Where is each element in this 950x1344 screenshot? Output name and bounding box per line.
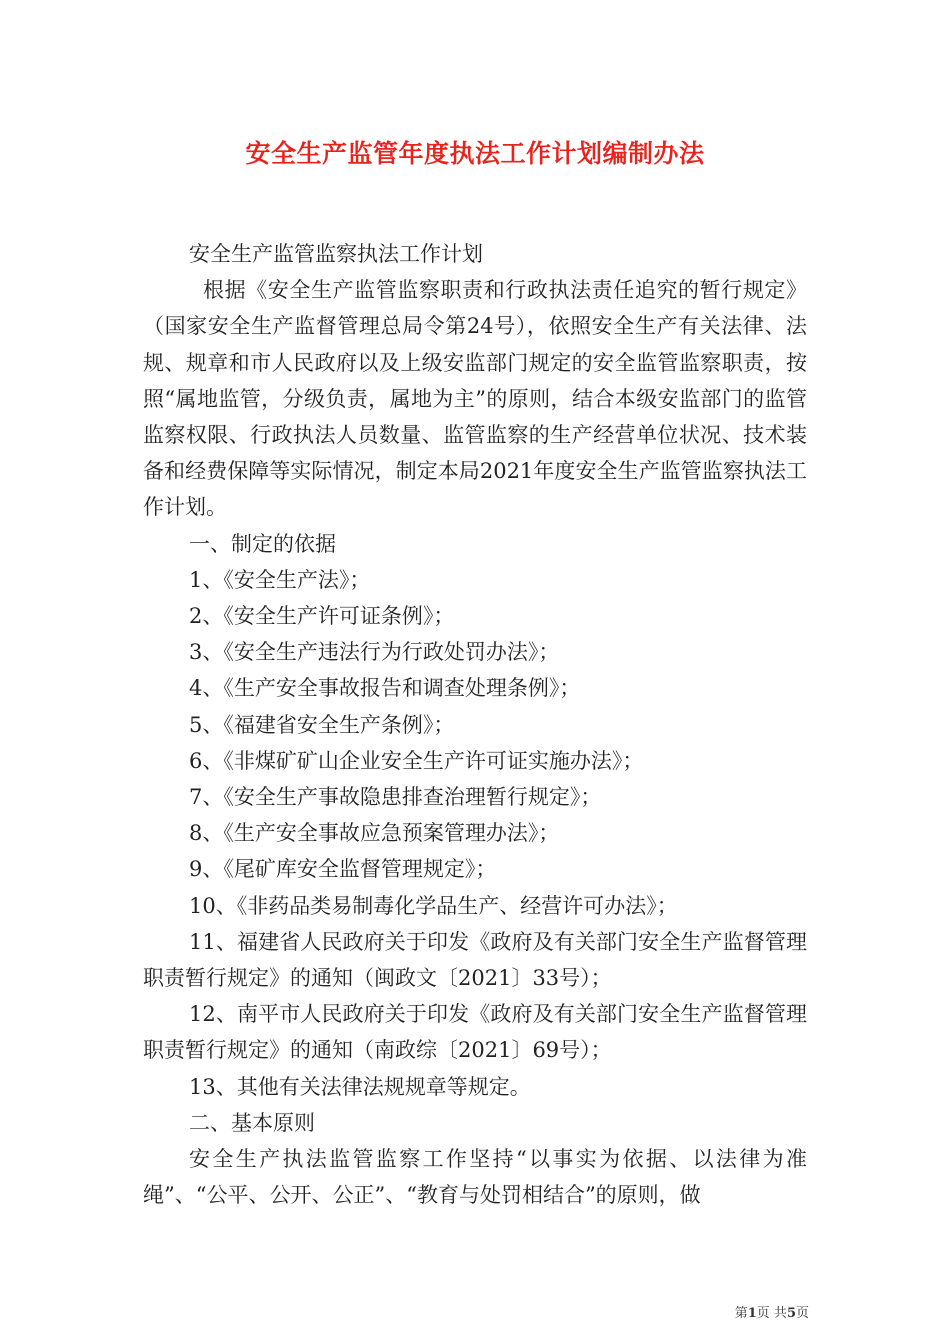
list-item: 3、《安全生产违法行为行政处罚办法》； <box>189 640 560 665</box>
paragraph: 根据《安全生产监管监察职责和行政执法责任追究的暂行规定》（国家安全生产监督管理总局令第24号），依照安全生产有关法律、法规、规章和市人民政府以及上级安监部门规定的安全监管监察职责，按照“属地监管，分级负责，属地为主”的原则，结合本级安监部门的监管监察权限、行政执法人员数量、监管监察的生产经营单位状况、技术装备和经费保障等实际情况，制定本局2021年度安全生产监管监察执法工作计划。 <box>143 278 807 520</box>
list-item: 5、《福建省安全生产条例》； <box>189 712 455 737</box>
page-middle: 页 共 <box>756 1306 787 1321</box>
page-suffix: 页 <box>795 1306 809 1321</box>
section-heading: 二、基本原则 <box>189 1110 315 1135</box>
list-item: 13、其他有关法律法规规章等规定。 <box>189 1074 531 1099</box>
list-item: 10、《非药品类易制毒化学品生产、经营许可办法》； <box>189 893 678 918</box>
paragraph: 安全生产执法监管监察工作坚持“以事实为依据、以法律为准绳”、“公平、公开、公正”、“教育与处罚相结合”的原则，做 <box>143 1147 807 1208</box>
list-item: 11、福建省人民政府关于印发《政府及有关部门安全生产监督管理职责暂行规定》的通知（闽政文〔2021〕33号）； <box>143 929 807 991</box>
list-item: 1、《安全生产法》； <box>189 567 371 592</box>
list-item: 12、南平市人民政府关于印发《政府及有关部门安全生产监督管理职责暂行规定》的通知（南政综〔2021〕69号）； <box>143 1002 807 1063</box>
list-item: 2、《安全生产许可证条例》； <box>189 604 455 629</box>
page-prefix: 第 <box>734 1306 748 1321</box>
list-item: 6、《非煤矿矿山企业安全生产许可证实施办法》； <box>189 748 644 773</box>
page-total: 5 <box>786 1306 796 1321</box>
page-current: 1 <box>747 1306 757 1321</box>
list-item: 8、《生产安全事故应急预案管理办法》； <box>189 821 560 846</box>
paragraph: 安全生产监管监察执法工作计划 <box>189 242 483 266</box>
list-item: 7、《安全生产事故隐患排查治理暂行规定》； <box>189 785 602 810</box>
page-number <box>735 1302 809 1321</box>
document-body <box>143 236 807 1213</box>
list-item: 9、《尾矿库安全监督管理规定》； <box>189 857 497 882</box>
document-title: 安全生产监管年度执法工作计划编制办法 <box>245 139 705 168</box>
list-item: 4、《生产安全事故报告和调查处理条例》； <box>189 676 581 701</box>
section-heading: 一、制定的依据 <box>189 531 336 556</box>
